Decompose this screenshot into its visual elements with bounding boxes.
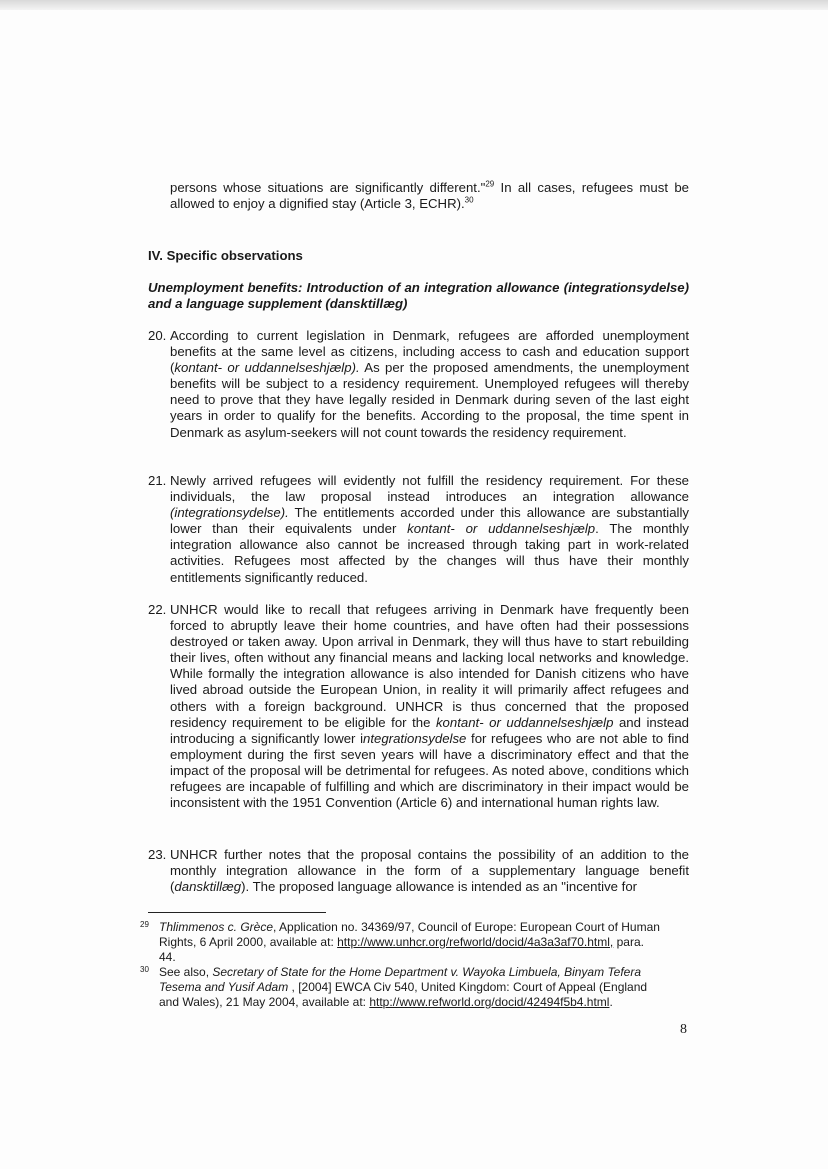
footnote-link[interactable]: http://www.refworld.org/docid/42494f5b4.html	[369, 995, 610, 1009]
intro-paragraph: persons whose situations are significantly different."$^{29}$ In all cases, refugees must be allowed to enjoy a dignified stay (Article 3, ECHR).$^{30}$	[170, 179, 689, 212]
section-heading: IV. Specific observations	[148, 248, 303, 263]
footnote-ref-30[interactable]: 30	[464, 195, 474, 205]
footnotes	[140, 920, 660, 1010]
footnote-link[interactable]: http://www.unhcr.org/refworld/docid/4a3a3af70.html,	[337, 935, 614, 949]
paragraph-22	[148, 602, 689, 811]
subheading: Unemployment benefits: Introduction of an integration allowance (integrationsydelse) and a language supplement (dansktillæg)	[148, 280, 689, 312]
paragraph-body: UNHCR further notes that the proposal contains the possibility of an addition to the monthly integration allowance in the form of a supplementary language benefit (dansktillæg). The proposed language allowance is intended as an "incentive for	[170, 847, 689, 895]
paragraph-body: According to current legislation in Denmark, refugees are afforded unemployment benefits at the same level as citizens, including access to cash and education support (kontant- or uddannelseshjælp). As per the proposed amendments, the unemployment benefits will be subject to a residency requirement. Unemployed refugees will thereby need to prove that they have legally resided in Denmark during seven of the last eight years in order to qualify for the benefits. According to the proposal, the time spent in Denmark as asylum-seekers will not count towards the residency requirement.	[170, 328, 689, 440]
paragraph-number: 20.	[148, 328, 167, 343]
page-body	[148, 179, 690, 895]
paragraph-body: Newly arrived refugees will evidently not fulfill the residency requirement. For these individuals, the law proposal instead introduces an integration allowance (integrationsydelse). The entitlements accorded under this allowance are substantially lower than their equivalents under kontant- or uddannelseshjælp. The monthly integration allowance also cannot be increased through taking part in work-related activities. Refugees most affected by the changes will thus have their monthly entitlements significantly reduced.	[170, 473, 689, 585]
footnote-30: 30 See also, Secretary of State for the Home Department v. Wayoka Limbuela, Binyam Tefera Tesema and Yusif Adam , [2004] EWCA Civ 540, United Kingdom: Court of Appeal (England and Wales), 21 May 2004, available at: http://www.refworld.org/docid/42494f5b4.html.	[140, 965, 660, 1010]
footnote-ref-29[interactable]: 29	[485, 179, 495, 189]
footnote-number: 30	[140, 965, 149, 974]
footnote-number: 29	[140, 920, 149, 929]
scan-top-edge	[0, 0, 828, 10]
paragraph-number: 21.	[148, 473, 167, 488]
page-number: 8	[680, 1022, 687, 1037]
paragraph-body: UNHCR would like to recall that refugees arriving in Denmark have frequently been forced to abruptly leave their home countries, and have often had their possessions destroyed or taken away. Upon arrival in Denmark, they will thus have to start rebuilding their lives, often without any financial means and lacking local networks and knowledge. While formally the integration allowance is also intended for Danish citizens who have lived abroad outside the European Union, in reality it will primarily affect refugees and others with a foreign background. UNHCR is thus concerned that the proposed residency requirement to be eligible for the kontant- or uddannelseshjælp and instead introducing a significantly lower integrationsydelse for refugees who are not able to find employment during the first seven years will have a discriminatory effect and that the impact of the proposal will be detrimental for refugees. As noted above, conditions which refugees are incapable of fulfilling and which are discriminatory in their impact would be inconsistent with the 1951 Convention (Article 6) and international human rights law.	[170, 602, 690, 811]
paragraph-number: 22.	[148, 602, 167, 617]
paragraph-number: 23.	[148, 847, 167, 862]
footnote-29: 29 Thlimmenos c. Grèce, Application no. 34369/97, Council of Europe: European Court of Human Rights, 6 April 2000, available at: http://www.unhcr.org/refworld/docid/4a3a3af70.html, para. 44.	[140, 920, 660, 965]
paragraph-21	[148, 473, 689, 586]
footnote-separator	[148, 912, 326, 913]
paragraph-20	[148, 328, 689, 441]
paragraph-23	[148, 847, 689, 895]
